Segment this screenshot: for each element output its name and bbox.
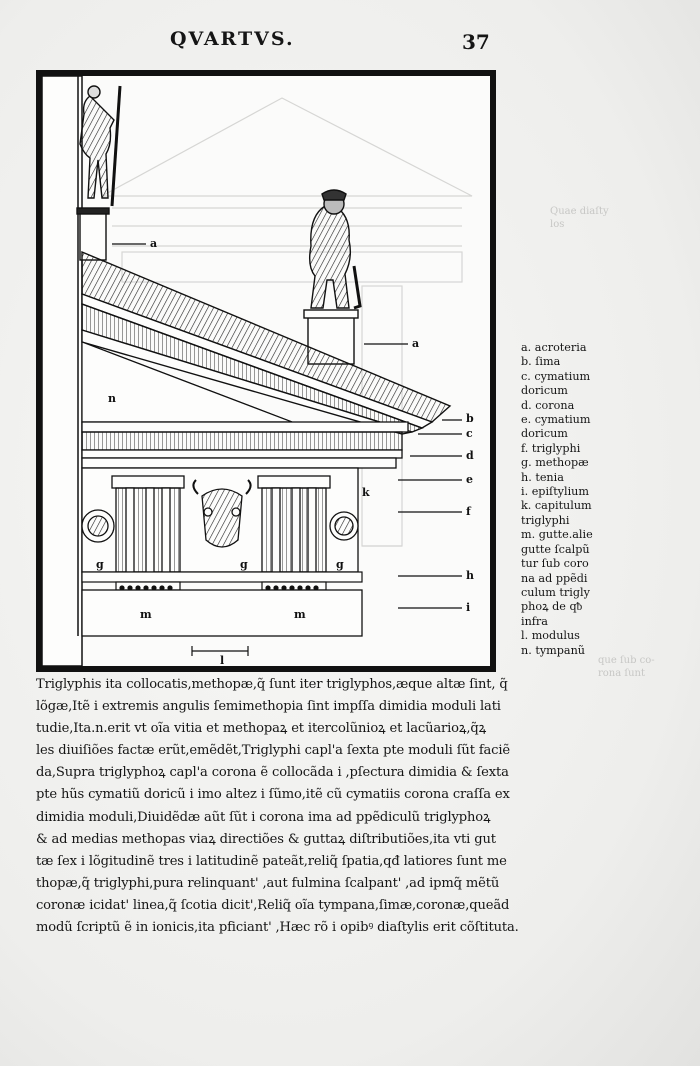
callout-c: c <box>466 427 473 440</box>
legend-line: triglyphi <box>521 513 570 527</box>
callout-l: l <box>220 654 225 666</box>
horizontal-cornice <box>82 422 408 468</box>
text-line: da,Supra triglyphoꝝ capl'a corona ẽ collocãda i ,pſectura dimidia & ſexta <box>36 765 509 781</box>
legend-line: f. triglyphi <box>521 441 581 455</box>
woodcut-figure <box>36 70 496 672</box>
page-number: 37 <box>462 30 490 54</box>
legend-line: k. capitulum <box>521 499 592 513</box>
callout-e: e <box>466 473 473 486</box>
legend-line: h. tenia <box>521 470 564 484</box>
text-line: coronæ icidat' linea,q̃ ſcotia dicit',Reliq̃ oĩa tympana,ſimæ,coronæ,queãd <box>36 897 510 913</box>
running-head: QVARTVS. <box>170 28 295 50</box>
taenia-guttae <box>82 572 362 590</box>
callout-m2: m <box>294 608 306 621</box>
text-line: Triglyphis ita collocatis,methopæ,q̃ ſunt iter triglyphos,æque altæ ſint, q̃ <box>36 677 508 692</box>
warrior-statue <box>77 86 120 260</box>
callout-h: h <box>466 569 474 582</box>
legend-line: i. epiſtylium <box>521 485 589 499</box>
legend-line: na ad ppẽdi <box>521 571 588 585</box>
callout-g2: g <box>240 558 248 571</box>
text-line: lõgæ,Itẽ i extremis angulis ſemimethopia ſint impſſa dimidia moduli lati <box>36 699 501 715</box>
legend-line: gutte ſcalpũ <box>521 542 590 556</box>
show-through-note: Quae diaſty los <box>550 206 609 230</box>
hercules-statue <box>304 190 360 364</box>
text-line: tudie,Ita.n.erit vt oĩa vitia et methopaꝝ et itercolũnioꝝ et lacũarioꝝ,q̃ꝝ <box>36 721 486 737</box>
body-paragraph <box>36 674 528 939</box>
callout-k: k <box>362 486 370 499</box>
left-column <box>42 76 82 666</box>
text-line: modũ ſcriptũ ẽ in ionicis,ita pficiant' ,Hæc rõ i opibꝰ diaſtylis erit cõſtituta. <box>36 920 519 936</box>
callout-g3: g <box>336 558 344 571</box>
callout-a-upper: a <box>150 237 158 250</box>
doric-pediment-illustration <box>42 76 490 666</box>
text-line: pte hũs cymatiũ doricũ i imo altez i ſũmo,itẽ cũ cymatiis corona craſſa ex <box>36 787 510 803</box>
legend-line: culum trigly <box>521 585 590 599</box>
figure-legend <box>521 341 691 658</box>
legend-line: c. cymatium <box>521 369 591 383</box>
legend-line: e. cymatium <box>521 413 591 427</box>
text-line: dimidia moduli,Diuidẽdæ aũt ſũt i corona ima ad ppẽdiculũ triglyphoꝝ <box>36 809 491 825</box>
legend-line: infra <box>521 614 548 628</box>
callout-i: i <box>466 601 471 614</box>
callout-d: d <box>466 449 474 462</box>
text-line: thopæ,q̃ triglyphi,pura relinquant' ,aut fulmina ſcalpant' ,ad ipmq̃ mẽtũ <box>36 875 500 891</box>
show-through-note: que ſub co- rona ſunt <box>598 655 655 679</box>
callout-m1: m <box>140 608 152 621</box>
legend-line: a. acroteria <box>521 341 587 354</box>
legend-line: doricum <box>521 427 568 441</box>
legend-line: d. corona <box>521 398 575 412</box>
text-line: & ad medias methopas viaꝝ directiões & guttaꝝ diſtributiões,ita vti gut <box>36 831 496 847</box>
frieze <box>82 468 358 572</box>
legend-line: l. modulus <box>521 629 580 643</box>
epistyle <box>82 590 362 636</box>
callout-a-lower: a <box>412 337 420 350</box>
legend-line: g. methopæ <box>521 456 589 470</box>
legend-line: tur ſub coro <box>521 557 589 571</box>
legend-line: b. ſima <box>521 355 561 369</box>
legend-line: n. tympanũ <box>521 643 585 657</box>
legend-line: phoꝝ de qᵬ <box>521 600 583 614</box>
legend-line: m. gutte.alie <box>521 528 593 542</box>
text-line: les diuiſiões factæ erũt,emẽdẽt,Triglyphi capl'a ſexta pte moduli ſũt faciẽ <box>36 743 510 759</box>
callout-g1: g <box>96 558 104 571</box>
callout-n: n <box>108 392 116 405</box>
text-line: tæ ſex i lõgitudinẽ tres i latitudinẽ pateãt,reliq̃ ſpatia,qđ latiores ſunt me <box>36 853 507 869</box>
callout-b: b <box>466 412 474 425</box>
legend-line: doricum <box>521 384 568 398</box>
callout-f: f <box>466 505 471 518</box>
